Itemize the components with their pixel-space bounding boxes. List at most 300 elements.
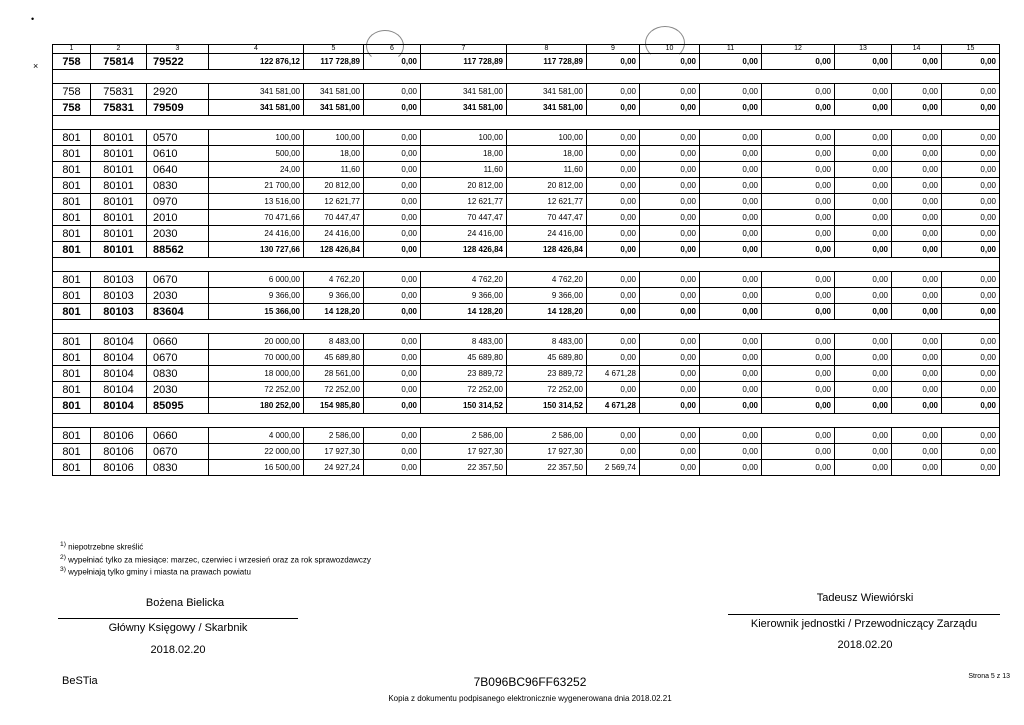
section-code: 758 bbox=[53, 100, 91, 116]
amount-cell: 0,00 bbox=[942, 366, 1000, 382]
separator-cell bbox=[53, 70, 1000, 84]
amount-cell: 0,00 bbox=[640, 272, 700, 288]
amount-cell: 0,00 bbox=[762, 366, 835, 382]
amount-cell: 0,00 bbox=[700, 210, 762, 226]
amount-cell: 0,00 bbox=[762, 272, 835, 288]
section-code: 801 bbox=[53, 242, 91, 258]
amount-cell: 0,00 bbox=[942, 146, 1000, 162]
group-separator bbox=[53, 258, 1000, 272]
amount-cell: 6 000,00 bbox=[209, 272, 304, 288]
amount-cell: 0,00 bbox=[835, 100, 892, 116]
amount-cell: 45 689,80 bbox=[421, 350, 507, 366]
paragraph-code: 0640 bbox=[147, 162, 209, 178]
amount-cell: 72 252,00 bbox=[421, 382, 507, 398]
table-row bbox=[53, 194, 1000, 210]
amount-cell: 0,00 bbox=[700, 428, 762, 444]
column-number: 14 bbox=[892, 45, 942, 54]
amount-cell: 2 586,00 bbox=[421, 428, 507, 444]
amount-cell: 0,00 bbox=[835, 428, 892, 444]
amount-cell: 0,00 bbox=[700, 444, 762, 460]
right-sign-date: 2018.02.20 bbox=[837, 639, 893, 651]
amount-cell: 0,00 bbox=[762, 130, 835, 146]
amount-cell: 0,00 bbox=[942, 100, 1000, 116]
separator-cell bbox=[53, 320, 1000, 334]
amount-cell: 0,00 bbox=[762, 178, 835, 194]
amount-cell: 0,00 bbox=[892, 84, 942, 100]
amount-cell: 500,00 bbox=[209, 146, 304, 162]
amount-cell: 24 927,24 bbox=[304, 460, 364, 476]
amount-cell: 24 416,00 bbox=[507, 226, 587, 242]
chapter-code: 80101 bbox=[91, 242, 147, 258]
amount-cell: 0,00 bbox=[640, 130, 700, 146]
amount-cell: 72 252,00 bbox=[209, 382, 304, 398]
amount-cell: 0,00 bbox=[700, 350, 762, 366]
amount-cell: 4 762,20 bbox=[304, 272, 364, 288]
amount-cell: 22 357,50 bbox=[507, 460, 587, 476]
amount-cell: 0,00 bbox=[640, 100, 700, 116]
amount-cell: 2 569,74 bbox=[587, 460, 640, 476]
amount-cell: 0,00 bbox=[364, 54, 421, 70]
section-code: 801 bbox=[53, 428, 91, 444]
amount-cell: 0,00 bbox=[700, 194, 762, 210]
amount-cell: 0,00 bbox=[640, 226, 700, 242]
amount-cell: 0,00 bbox=[640, 460, 700, 476]
column-number: 12 bbox=[762, 45, 835, 54]
amount-cell: 150 314,52 bbox=[507, 398, 587, 414]
table-row bbox=[53, 272, 1000, 288]
paragraph-code: 0830 bbox=[147, 178, 209, 194]
amount-cell: 8 483,00 bbox=[507, 334, 587, 350]
column-number: 9 bbox=[587, 45, 640, 54]
amount-cell: 0,00 bbox=[364, 304, 421, 320]
amount-cell: 0,00 bbox=[762, 146, 835, 162]
amount-cell: 128 426,84 bbox=[421, 242, 507, 258]
amount-cell: 0,00 bbox=[640, 444, 700, 460]
amount-cell: 0,00 bbox=[640, 210, 700, 226]
amount-cell: 0,00 bbox=[835, 398, 892, 414]
amount-cell: 0,00 bbox=[640, 54, 700, 70]
amount-cell: 0,00 bbox=[364, 288, 421, 304]
amount-cell: 0,00 bbox=[892, 444, 942, 460]
table-row bbox=[53, 428, 1000, 444]
column-number: 11 bbox=[700, 45, 762, 54]
amount-cell: 21 700,00 bbox=[209, 178, 304, 194]
footnote-1 bbox=[60, 540, 371, 553]
document-code: 7B096BC96FF63252 bbox=[473, 675, 587, 689]
amount-cell: 0,00 bbox=[364, 366, 421, 382]
amount-cell: 341 581,00 bbox=[507, 100, 587, 116]
amount-cell: 0,00 bbox=[700, 398, 762, 414]
page-number: Strona 5 z 13 bbox=[968, 673, 1010, 680]
amount-cell: 0,00 bbox=[587, 146, 640, 162]
amount-cell: 0,00 bbox=[700, 130, 762, 146]
amount-cell: 0,00 bbox=[762, 382, 835, 398]
row-x-mark: × bbox=[33, 61, 39, 71]
table-row bbox=[53, 226, 1000, 242]
amount-cell: 0,00 bbox=[892, 210, 942, 226]
amount-cell: 8 483,00 bbox=[421, 334, 507, 350]
separator-cell bbox=[53, 116, 1000, 130]
amount-cell: 0,00 bbox=[942, 226, 1000, 242]
chapter-code: 80101 bbox=[91, 162, 147, 178]
amount-cell: 0,00 bbox=[942, 444, 1000, 460]
column-number: 1 bbox=[53, 45, 91, 54]
amount-cell: 22 357,50 bbox=[421, 460, 507, 476]
amount-cell: 0,00 bbox=[364, 382, 421, 398]
footnote-3 bbox=[60, 565, 371, 578]
amount-cell: 4 671,28 bbox=[587, 398, 640, 414]
amount-cell: 341 581,00 bbox=[304, 84, 364, 100]
amount-cell: 0,00 bbox=[892, 304, 942, 320]
amount-cell: 0,00 bbox=[835, 162, 892, 178]
summary-row bbox=[53, 398, 1000, 414]
amount-cell: 0,00 bbox=[700, 54, 762, 70]
paragraph-code: 79509 bbox=[147, 100, 209, 116]
amount-cell: 0,00 bbox=[364, 146, 421, 162]
amount-cell: 18 000,00 bbox=[209, 366, 304, 382]
amount-cell: 0,00 bbox=[942, 460, 1000, 476]
column-number: 15 bbox=[942, 45, 1000, 54]
amount-cell: 0,00 bbox=[700, 366, 762, 382]
table-row bbox=[53, 444, 1000, 460]
amount-cell: 0,00 bbox=[364, 226, 421, 242]
table-row bbox=[53, 130, 1000, 146]
amount-cell: 0,00 bbox=[364, 398, 421, 414]
footnote-1-text: niepotrzebne skreślić bbox=[68, 542, 144, 552]
amount-cell: 0,00 bbox=[762, 210, 835, 226]
amount-cell: 117 728,89 bbox=[507, 54, 587, 70]
amount-cell: 22 000,00 bbox=[209, 444, 304, 460]
chapter-code: 80104 bbox=[91, 382, 147, 398]
amount-cell: 100,00 bbox=[209, 130, 304, 146]
amount-cell: 0,00 bbox=[364, 272, 421, 288]
amount-cell: 341 581,00 bbox=[209, 100, 304, 116]
amount-cell: 0,00 bbox=[364, 350, 421, 366]
amount-cell: 0,00 bbox=[640, 398, 700, 414]
amount-cell: 0,00 bbox=[587, 54, 640, 70]
section-code: 801 bbox=[53, 194, 91, 210]
group-separator bbox=[53, 70, 1000, 84]
amount-cell: 0,00 bbox=[835, 444, 892, 460]
chapter-code: 80106 bbox=[91, 444, 147, 460]
amount-cell: 0,00 bbox=[364, 100, 421, 116]
amount-cell: 9 366,00 bbox=[421, 288, 507, 304]
paragraph-code: 2030 bbox=[147, 382, 209, 398]
amount-cell: 0,00 bbox=[364, 194, 421, 210]
left-signature-line bbox=[58, 618, 298, 619]
amount-cell: 8 483,00 bbox=[304, 334, 364, 350]
amount-cell: 100,00 bbox=[421, 130, 507, 146]
column-number: 3 bbox=[147, 45, 209, 54]
chapter-code: 80106 bbox=[91, 460, 147, 476]
amount-cell: 0,00 bbox=[640, 162, 700, 178]
column-number: 4 bbox=[209, 45, 304, 54]
chapter-code: 75831 bbox=[91, 100, 147, 116]
amount-cell: 0,00 bbox=[364, 84, 421, 100]
chapter-code: 80104 bbox=[91, 334, 147, 350]
amount-cell: 0,00 bbox=[942, 382, 1000, 398]
summary-row bbox=[53, 54, 1000, 70]
amount-cell: 0,00 bbox=[587, 428, 640, 444]
paragraph-code: 0970 bbox=[147, 194, 209, 210]
amount-cell: 0,00 bbox=[892, 146, 942, 162]
amount-cell: 17 927,30 bbox=[507, 444, 587, 460]
paragraph-code: 0670 bbox=[147, 350, 209, 366]
footnote-2-marker: 2) bbox=[60, 553, 66, 561]
amount-cell: 0,00 bbox=[942, 162, 1000, 178]
amount-cell: 0,00 bbox=[835, 350, 892, 366]
amount-cell: 12 621,77 bbox=[421, 194, 507, 210]
amount-cell: 0,00 bbox=[640, 84, 700, 100]
section-code: 801 bbox=[53, 226, 91, 242]
amount-cell: 0,00 bbox=[640, 428, 700, 444]
separator-cell bbox=[53, 258, 1000, 272]
amount-cell: 0,00 bbox=[587, 288, 640, 304]
amount-cell: 0,00 bbox=[942, 398, 1000, 414]
footnote-3-text: wypełniają tylko gminy i miasta na prawach powiatu bbox=[68, 567, 251, 577]
paragraph-code: 2010 bbox=[147, 210, 209, 226]
amount-cell: 0,00 bbox=[587, 444, 640, 460]
column-number: 6 bbox=[364, 45, 421, 54]
amount-cell: 0,00 bbox=[587, 162, 640, 178]
amount-cell: 0,00 bbox=[640, 242, 700, 258]
amount-cell: 0,00 bbox=[835, 242, 892, 258]
amount-cell: 0,00 bbox=[364, 334, 421, 350]
amount-cell: 150 314,52 bbox=[421, 398, 507, 414]
amount-cell: 0,00 bbox=[700, 304, 762, 320]
section-code: 801 bbox=[53, 382, 91, 398]
amount-cell: 0,00 bbox=[835, 210, 892, 226]
amount-cell: 0,00 bbox=[364, 444, 421, 460]
amount-cell: 100,00 bbox=[304, 130, 364, 146]
amount-cell: 0,00 bbox=[762, 460, 835, 476]
amount-cell: 0,00 bbox=[942, 178, 1000, 194]
section-code: 801 bbox=[53, 210, 91, 226]
amount-cell: 341 581,00 bbox=[209, 84, 304, 100]
amount-cell: 0,00 bbox=[364, 178, 421, 194]
paragraph-code: 79522 bbox=[147, 54, 209, 70]
section-code: 801 bbox=[53, 304, 91, 320]
amount-cell: 0,00 bbox=[942, 334, 1000, 350]
amount-cell: 0,00 bbox=[942, 288, 1000, 304]
amount-cell: 0,00 bbox=[942, 84, 1000, 100]
left-signer-name: Bożena Bielicka bbox=[145, 597, 225, 609]
amount-cell: 341 581,00 bbox=[507, 84, 587, 100]
amount-cell: 0,00 bbox=[700, 272, 762, 288]
amount-cell: 0,00 bbox=[892, 460, 942, 476]
section-code: 801 bbox=[53, 334, 91, 350]
paragraph-code: 2030 bbox=[147, 226, 209, 242]
amount-cell: 70 471,66 bbox=[209, 210, 304, 226]
amount-cell: 0,00 bbox=[587, 178, 640, 194]
amount-cell: 0,00 bbox=[640, 288, 700, 304]
summary-row bbox=[53, 304, 1000, 320]
amount-cell: 24,00 bbox=[209, 162, 304, 178]
amount-cell: 0,00 bbox=[587, 84, 640, 100]
section-code: 801 bbox=[53, 146, 91, 162]
amount-cell: 0,00 bbox=[762, 162, 835, 178]
amount-cell: 117 728,89 bbox=[304, 54, 364, 70]
amount-cell: 11,60 bbox=[507, 162, 587, 178]
amount-cell: 0,00 bbox=[892, 130, 942, 146]
section-code: 801 bbox=[53, 366, 91, 382]
amount-cell: 0,00 bbox=[942, 194, 1000, 210]
chapter-code: 80101 bbox=[91, 226, 147, 242]
amount-cell: 122 876,12 bbox=[209, 54, 304, 70]
amount-cell: 4 762,20 bbox=[507, 272, 587, 288]
paragraph-code: 0660 bbox=[147, 428, 209, 444]
amount-cell: 72 252,00 bbox=[507, 382, 587, 398]
paragraph-code: 88562 bbox=[147, 242, 209, 258]
amount-cell: 180 252,00 bbox=[209, 398, 304, 414]
amount-cell: 0,00 bbox=[835, 146, 892, 162]
amount-cell: 100,00 bbox=[507, 130, 587, 146]
amount-cell: 70 447,47 bbox=[304, 210, 364, 226]
section-code: 801 bbox=[53, 162, 91, 178]
amount-cell: 0,00 bbox=[640, 350, 700, 366]
amount-cell: 23 889,72 bbox=[507, 366, 587, 382]
amount-cell: 70 447,47 bbox=[421, 210, 507, 226]
section-code: 801 bbox=[53, 350, 91, 366]
amount-cell: 24 416,00 bbox=[421, 226, 507, 242]
chapter-code: 75814 bbox=[91, 54, 147, 70]
amount-cell: 0,00 bbox=[364, 210, 421, 226]
amount-cell: 45 689,80 bbox=[304, 350, 364, 366]
amount-cell: 0,00 bbox=[762, 226, 835, 242]
group-separator bbox=[53, 116, 1000, 130]
amount-cell: 0,00 bbox=[700, 162, 762, 178]
amount-cell: 0,00 bbox=[762, 350, 835, 366]
chapter-code: 80104 bbox=[91, 366, 147, 382]
amount-cell: 0,00 bbox=[640, 382, 700, 398]
amount-cell: 0,00 bbox=[835, 84, 892, 100]
amount-cell: 15 366,00 bbox=[209, 304, 304, 320]
column-number: 8 bbox=[507, 45, 587, 54]
column-number: 10 bbox=[640, 45, 700, 54]
amount-cell: 0,00 bbox=[587, 304, 640, 320]
amount-cell: 18,00 bbox=[304, 146, 364, 162]
section-code: 801 bbox=[53, 272, 91, 288]
amount-cell: 0,00 bbox=[587, 226, 640, 242]
table-row bbox=[53, 366, 1000, 382]
chapter-code: 80104 bbox=[91, 350, 147, 366]
table-row bbox=[53, 178, 1000, 194]
amount-cell: 341 581,00 bbox=[421, 100, 507, 116]
amount-cell: 0,00 bbox=[364, 428, 421, 444]
electronic-copy-note: Kopia z dokumentu podpisanego elektronicznie wygenerowana dnia 2018.02.21 bbox=[388, 694, 672, 703]
right-signature-line bbox=[728, 614, 1000, 615]
chapter-code: 80104 bbox=[91, 398, 147, 414]
amount-cell: 0,00 bbox=[762, 304, 835, 320]
amount-cell: 0,00 bbox=[892, 288, 942, 304]
amount-cell: 24 416,00 bbox=[304, 226, 364, 242]
amount-cell: 0,00 bbox=[762, 398, 835, 414]
amount-cell: 0,00 bbox=[640, 194, 700, 210]
amount-cell: 0,00 bbox=[762, 288, 835, 304]
amount-cell: 14 128,20 bbox=[421, 304, 507, 320]
amount-cell: 117 728,89 bbox=[421, 54, 507, 70]
amount-cell: 0,00 bbox=[364, 242, 421, 258]
amount-cell: 0,00 bbox=[942, 54, 1000, 70]
paragraph-code: 2920 bbox=[147, 84, 209, 100]
amount-cell: 12 621,77 bbox=[304, 194, 364, 210]
amount-cell: 0,00 bbox=[835, 226, 892, 242]
amount-cell: 0,00 bbox=[364, 460, 421, 476]
amount-cell: 128 426,84 bbox=[304, 242, 364, 258]
amount-cell: 0,00 bbox=[700, 178, 762, 194]
amount-cell: 4 000,00 bbox=[209, 428, 304, 444]
amount-cell: 0,00 bbox=[835, 54, 892, 70]
chapter-code: 80101 bbox=[91, 130, 147, 146]
amount-cell: 0,00 bbox=[700, 460, 762, 476]
amount-cell: 4 762,20 bbox=[421, 272, 507, 288]
amount-cell: 0,00 bbox=[700, 288, 762, 304]
amount-cell: 18,00 bbox=[421, 146, 507, 162]
group-separator bbox=[53, 320, 1000, 334]
table-row bbox=[53, 460, 1000, 476]
amount-cell: 341 581,00 bbox=[304, 100, 364, 116]
column-number: 7 bbox=[421, 45, 507, 54]
chapter-code: 80106 bbox=[91, 428, 147, 444]
amount-cell: 24 416,00 bbox=[209, 226, 304, 242]
amount-cell: 0,00 bbox=[700, 100, 762, 116]
right-signer-role: Kierownik jednostki / Przewodniczący Zarządu bbox=[750, 618, 978, 630]
left-sign-date: 2018.02.20 bbox=[150, 644, 206, 656]
amount-cell: 17 927,30 bbox=[421, 444, 507, 460]
amount-cell: 0,00 bbox=[587, 382, 640, 398]
amount-cell: 0,00 bbox=[762, 194, 835, 210]
amount-cell: 4 671,28 bbox=[587, 366, 640, 382]
paragraph-code: 0670 bbox=[147, 444, 209, 460]
amount-cell: 0,00 bbox=[942, 272, 1000, 288]
paragraph-code: 0830 bbox=[147, 460, 209, 476]
chapter-code: 80101 bbox=[91, 146, 147, 162]
amount-cell: 0,00 bbox=[587, 272, 640, 288]
table-row bbox=[53, 162, 1000, 178]
amount-cell: 20 812,00 bbox=[507, 178, 587, 194]
amount-cell: 0,00 bbox=[835, 460, 892, 476]
left-signer-role: Główny Księgowy / Skarbnik bbox=[108, 622, 248, 634]
amount-cell: 0,00 bbox=[892, 350, 942, 366]
amount-cell: 0,00 bbox=[700, 242, 762, 258]
amount-cell: 70 000,00 bbox=[209, 350, 304, 366]
amount-cell: 0,00 bbox=[892, 272, 942, 288]
column-number: 2 bbox=[91, 45, 147, 54]
amount-cell: 9 366,00 bbox=[304, 288, 364, 304]
amount-cell: 17 927,30 bbox=[304, 444, 364, 460]
chapter-code: 80103 bbox=[91, 272, 147, 288]
footnote-3-marker: 3) bbox=[60, 566, 66, 574]
amount-cell: 0,00 bbox=[640, 146, 700, 162]
amount-cell: 0,00 bbox=[892, 226, 942, 242]
amount-cell: 0,00 bbox=[700, 226, 762, 242]
amount-cell: 341 581,00 bbox=[421, 84, 507, 100]
amount-cell: 0,00 bbox=[700, 382, 762, 398]
amount-cell: 0,00 bbox=[762, 84, 835, 100]
summary-row bbox=[53, 100, 1000, 116]
amount-cell: 0,00 bbox=[587, 210, 640, 226]
amount-cell: 0,00 bbox=[762, 428, 835, 444]
amount-cell: 0,00 bbox=[942, 242, 1000, 258]
section-code: 801 bbox=[53, 178, 91, 194]
amount-cell: 0,00 bbox=[762, 54, 835, 70]
amount-cell: 20 000,00 bbox=[209, 334, 304, 350]
amount-cell: 0,00 bbox=[892, 54, 942, 70]
report-table bbox=[52, 44, 1000, 476]
group-separator bbox=[53, 414, 1000, 428]
amount-cell: 16 500,00 bbox=[209, 460, 304, 476]
paragraph-code: 83604 bbox=[147, 304, 209, 320]
